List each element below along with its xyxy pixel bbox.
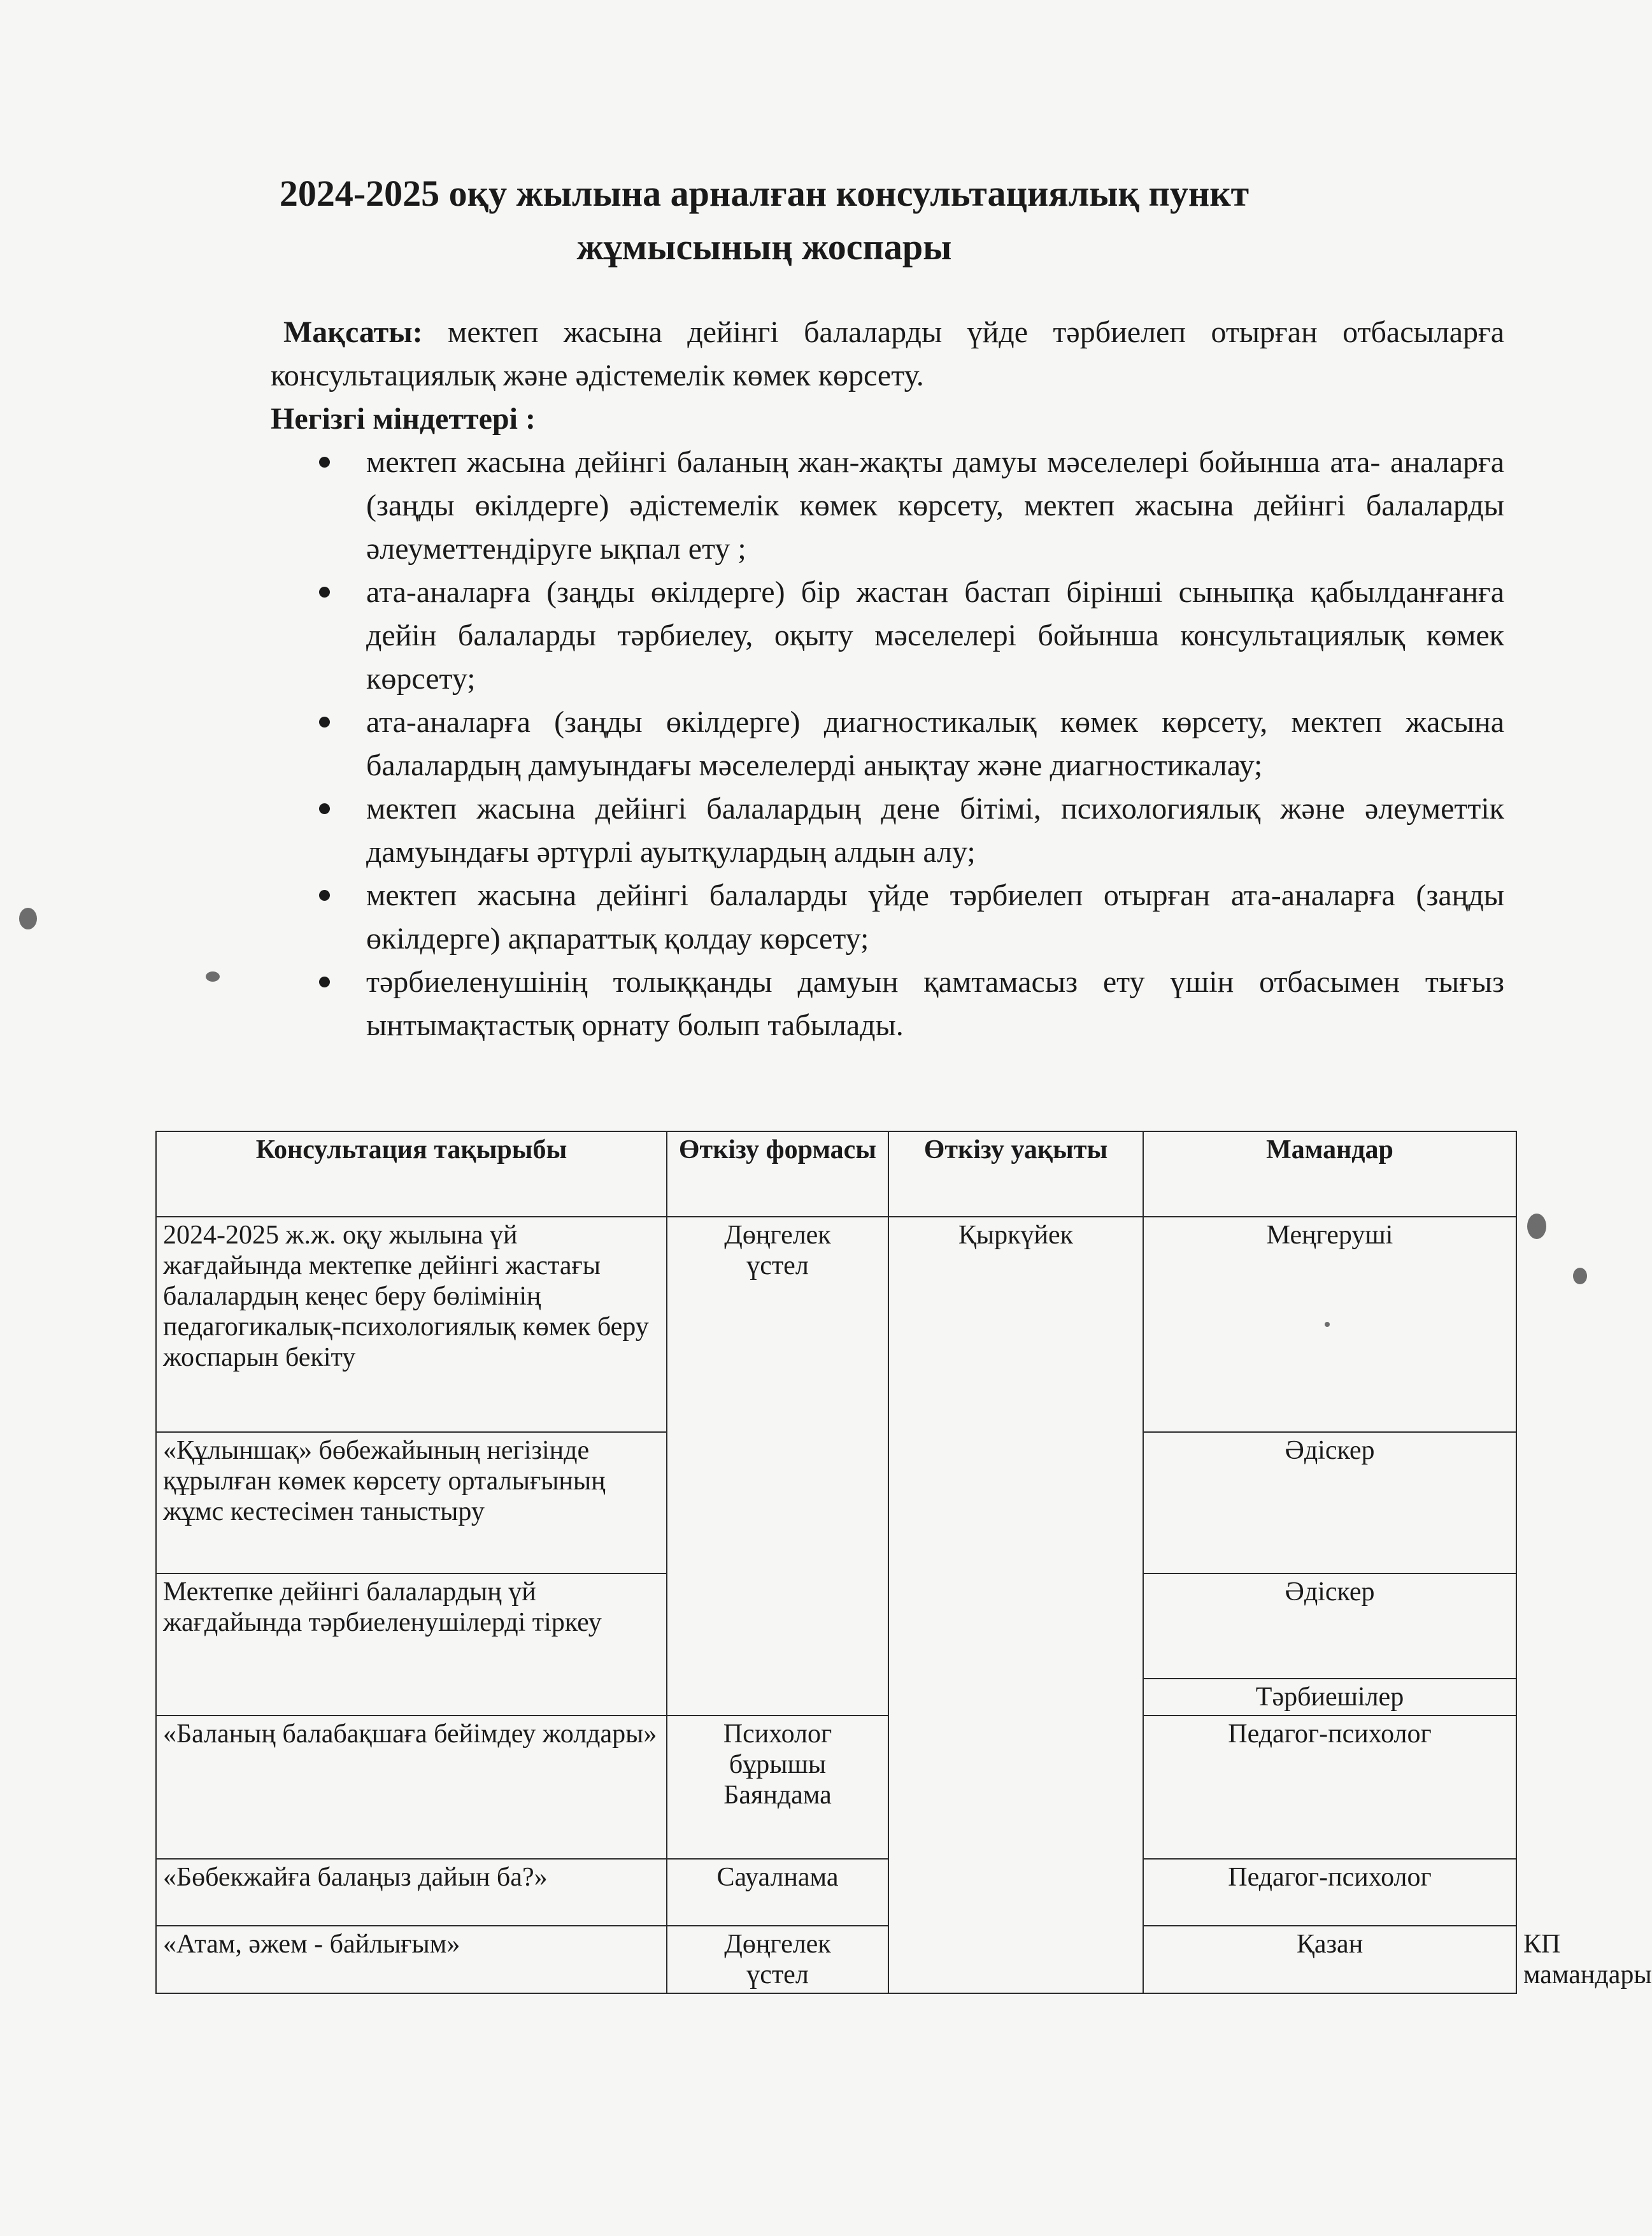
topic-cell: «Баланың балабақшаға бейімдеу жолдары»: [156, 1716, 667, 1859]
title-line-2: жұмысының жоспары: [576, 226, 952, 268]
scan-speck: [1527, 1214, 1546, 1239]
tasks-list: [271, 441, 1504, 1047]
form-line: Психолог: [723, 1719, 832, 1749]
form-line: Дөңгелек: [724, 1221, 831, 1250]
table-row: «Атам, әжем - байлығым» Дөңгелек үстел Қазан КП мамандары: [156, 1926, 1516, 1993]
form-line: Дөңгелек: [724, 1930, 831, 1959]
bullet-icon: [319, 457, 330, 468]
form-cell: [667, 1716, 888, 1859]
table-row: [156, 1716, 1516, 1859]
table-header-row: [156, 1131, 1516, 1217]
scan-speck: [19, 908, 37, 929]
topic-cell: «Бөбекжайға балаңыз дайын ба?»: [156, 1859, 667, 1926]
task-item: [271, 787, 1504, 874]
task-text: мектеп жасына дейінгі балаларды үйде тәрбиелеп отырған ата-аналарға (заңды өкілдерге) ақпараттық қолдау көрсету;: [366, 878, 1504, 956]
task-item: [271, 701, 1504, 787]
specialist-cell: Педагог-психолог: [1143, 1716, 1516, 1859]
header-form: Өткізу формасы: [667, 1131, 888, 1217]
tasks-heading: Негізгі міндеттері :: [271, 402, 536, 436]
specialist-cell: Тәрбиешілер: [1143, 1679, 1516, 1716]
task-item: [271, 961, 1504, 1047]
title-line-1: 2024-2025 оқу жылына арналған консультациялық пункт: [279, 173, 1250, 214]
form-line: үстел: [746, 1960, 809, 1989]
purpose-label: Мақсаты:: [283, 315, 423, 349]
topic-cell: Мектепке дейінгі балалардың үй жағдайында тәрбиеленушілерді тіркеу: [156, 1573, 667, 1716]
specialist-cell: Әдіскер: [1143, 1432, 1516, 1573]
specialist-cell: Әдіскер: [1143, 1573, 1516, 1679]
task-item: [271, 571, 1504, 701]
table-row: [156, 1217, 1516, 1432]
topic-cell: «Атам, әжем - байлығым»: [156, 1926, 667, 1993]
bullet-icon: [319, 587, 330, 598]
task-text: тәрбиеленушінің толыққанды дамуын қамтамасыз ету үшін отбасымен тығыз ынтымақтастық орнату болып табылады.: [366, 965, 1504, 1042]
bullet-icon: [319, 803, 330, 814]
task-text: ата-аналарға (заңды өкілдерге) диагностикалық көмек көрсету, мектеп жасына балалардың дамуындағы мәселелерді анықтау және диагностикалау;: [366, 705, 1504, 782]
document-title: [267, 167, 1261, 274]
time-cell: Қыркүйек: [888, 1217, 1143, 1993]
scan-speck: [1573, 1268, 1587, 1284]
task-item: [271, 874, 1504, 961]
header-time: Өткізу уақыты: [888, 1131, 1143, 1217]
bullet-icon: [319, 717, 330, 727]
time-cell: Қазан: [1143, 1926, 1516, 1993]
topic-cell: 2024-2025 ж.ж. оқу жылына үй жағдайында мектепке дейінгі жастағы балалардың кеңес беру бөлімінің педагогикалық-психологиялық көмек беру жоспарын бекіту: [156, 1217, 667, 1432]
form-line: бұрышы: [729, 1750, 827, 1779]
scan-speck: [206, 971, 220, 982]
task-text: мектеп жасына дейінгі баланың жан-жақты дамуы мәселелері бойынша ата- аналарға (заңды өкілдерге) әдістемелік көмек көрсету, мектеп жасына дейінгі балаларды әлеуметтендіруге ықпал ету ;: [366, 445, 1504, 566]
header-specialists: Мамандар: [1143, 1131, 1516, 1217]
task-text: мектеп жасына дейінгі балалардың дене бітімі, психологиялық және әлеуметтік дамуындағы әртүрлі ауытқулардың алдын алу;: [366, 792, 1504, 869]
form-cell: Сауалнама: [667, 1859, 888, 1926]
purpose-paragraph: [271, 311, 1504, 398]
scan-speck: [1325, 1322, 1330, 1327]
specialist-cell: Меңгеруші: [1143, 1217, 1516, 1432]
table-row: [156, 1859, 1516, 1926]
bullet-icon: [319, 977, 330, 987]
purpose-text: мектеп жасына дейінгі балаларды үйде тәрбиелеп отырған отбасыларға консультациялық және әдістемелік көмек көрсету.: [271, 315, 1504, 392]
header-topic: Консультация тақырыбы: [156, 1131, 667, 1217]
form-line: Баяндама: [723, 1781, 832, 1810]
specialist-cell: Педагог-психолог: [1143, 1859, 1516, 1926]
consultation-schedule-table: [155, 1131, 1652, 1994]
topic-cell: «Құлыншақ» бөбежайының негізінде құрылған көмек көрсету орталығының жұмс кестесімен таныстыру: [156, 1432, 667, 1573]
body-text: [271, 311, 1504, 1047]
form-line: үстел: [746, 1251, 809, 1280]
task-item: [271, 441, 1504, 571]
task-text: ата-аналарға (заңды өкілдерге) бір жастан бастап бірінші сыныпқа қабылданғанға дейін балаларды тәрбиелеу, оқыту мәселелері бойынша консультациялық көмек көрсету;: [366, 575, 1504, 696]
form-cell: [667, 1217, 888, 1716]
form-cell: [667, 1926, 888, 1993]
bullet-icon: [319, 890, 330, 901]
